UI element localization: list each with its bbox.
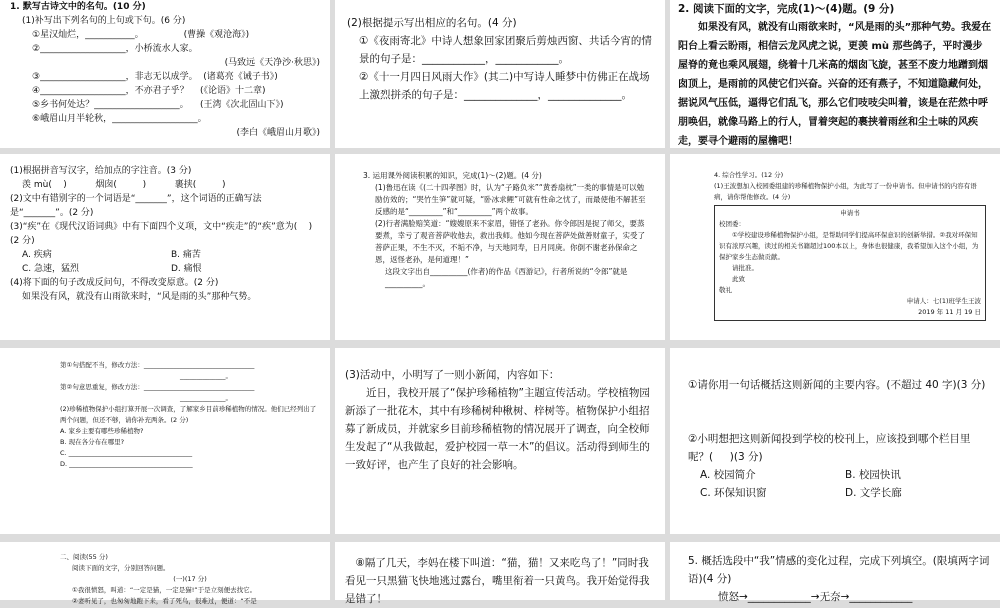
option-b: B. 痛苦 — [171, 250, 201, 260]
section-instruction: 阅读下面的文字，分别回答问题。 — [72, 564, 170, 572]
question-item: (3)“疾”在《现代汉语词典》中有下面四个义项，文中“疾走”的“疾”意为( )(2 分) — [10, 222, 313, 246]
letter-closing: 敬礼 — [719, 286, 732, 294]
survey-question-d: D. ______________________________________ — [60, 460, 193, 468]
question-5: 5. 概括选段中“我”情感的变化过程，完成下列填空。(限填两字词语)(4 分) — [688, 555, 990, 585]
line: ①星汉灿烂，___________。 (曹操《观沧海》) — [32, 30, 250, 40]
answer-line: ______________。 — [180, 394, 232, 402]
panel-emotion-question — [670, 542, 1000, 603]
line: ③___________________，非志无以成学。 (诸葛亮《诫子书》) — [32, 72, 278, 82]
question-item: ②《十一月四日风雨大作》(其二)中写诗人睡梦中仿佛正在战场上激烈拼杀的句子是：______________，______________。 — [359, 71, 650, 101]
survey-question-a: A. 家乡主要有哪些珍稀植物? — [60, 427, 144, 435]
panel-famous-lines — [335, 0, 665, 148]
question-item: 如果没有风，就没有山雨欲来时，“风是雨的头”那种气势。 — [22, 292, 257, 302]
emotion-chain: 愤怒→____________→无奈→____________ — [718, 591, 913, 603]
line: ②___________________，小桥流水人家。 — [32, 44, 198, 54]
question-title: (2)根据提示写出相应的名句。(4 分) — [347, 17, 517, 29]
letter-title: 申请书 — [840, 209, 860, 217]
letter-signer: 申请人：七(1)班学生王波 — [906, 297, 981, 305]
option-d: D. 痛恨 — [171, 264, 202, 274]
survey-question-c: C. ______________________________________ — [60, 449, 193, 457]
options-grid — [10, 248, 320, 276]
options-grid — [688, 466, 990, 502]
line-source: (李白《峨眉山月歌》) — [236, 128, 320, 138]
line: ⑤乡书何处达？___________________。 (王湾《次北固山下》) — [32, 100, 284, 110]
question-item: ①《夜雨寄北》中诗人想象回家团聚后剪烛西窗、共话今宵的情景的句子是：____________，____________。 — [359, 35, 652, 65]
question-item: 羡 mù( ) 烟囱( ) 裹挟( ) — [22, 180, 226, 190]
line: ④___________________，不亦君子乎？ (《论语》十二章) — [32, 86, 266, 96]
letter-closing: 请批准。 — [732, 264, 758, 272]
option-c: C. 急速，猛烈 — [22, 264, 80, 274]
passage-text: ⑧隔了几天，李妈在楼下叫道：“猫，猫！又来吃鸟了！”同时我看见一只黑猫飞快地逃过露台，嘴里衔着一只黄鸟。我开始觉得我是错了！ — [345, 557, 650, 605]
letter-greeting: 校团委： — [719, 220, 745, 228]
question-item: (1)鲁迅在读《(二十四孝图》时，认为“子路负米”“黄香扇枕”一类的事情是可以勉励仿效的；“哭竹生笋”就可疑，“卧冰求鲤”可就有性命之忧了，而最使他不解甚至反感的是“_________”和“_________”两个故事。 — [375, 183, 646, 216]
survey-question-b: B. 现在各分布在哪里? — [60, 438, 125, 446]
question-title: (3)活动中，小明写了一则小新闻，内容如下： — [345, 369, 560, 381]
panel-language-questions — [0, 154, 330, 340]
panel-news-questions — [670, 348, 1000, 534]
panel-reading-passage — [670, 0, 1000, 148]
question-item: (1)王波想加入校园委组建的珍稀植物保护小组，为此写了一份申请书。但申请书的内容有语病，请你帮他修改。(4 分) — [714, 182, 977, 201]
panel-extracurricular-reading — [335, 154, 665, 340]
panel-news-item — [335, 348, 665, 534]
passage-text: 如果没有风，就没有山雨欲来时，“风是雨的头”那种气势。我爱在阳台上看云盼雨，相信云龙风虎之说，更羡 mù 那些鸽子，平时漫步屋脊的竟也乘风展翅，绕着十几米高的烟囱飞旋，甚至不废力地蹭到烟囱顶上，是雨前的风使它们兴奋。兴奋的还有燕子，不知道隐藏何处，据说风气压低，逼得它们乱飞，那么它们吱吱尖叫着，该是在茫然中呼朋唤侣，就像马路上的行人，冒着突起的裹挟着雨丝和尘土味的风疾走，要寻个避雨的屋檐吧！ — [678, 22, 992, 147]
letter-body: ①学校建设珍稀植物保护小组，是帮助同学们提高环保意识的创新举措。②我对环保知识有浓厚兴趣，读过的相关书籍超过100本以上，身体也很健康，我希望加入这个小组，为保护家乡生态做贡献。 — [719, 231, 979, 261]
line: ⑥峨眉山月半轮秋，___________________。 — [32, 114, 207, 124]
question-item: 这段文字出自__________(作者)的作品《西游记》，行者所说的“令郎”就是__________。 — [385, 267, 628, 288]
question-1-sub1: (1)补写出下列名句的上句或下句。(6 分) — [22, 16, 186, 26]
question-item: (2)行者满脸赔笑道：“嫂嫂原来不家眉，错怪了老孙。你令郎因是捉了师父，要蒸要煮，幸亏了观音菩萨收他去，救出我师。他如今现在菩萨处做善财童子，实受了菩萨正果，不生不灭，不垢不净，与天地同寿，日月同庚。你倒不谢老孙保命之恩，返怪老孙，是何道理！” — [375, 219, 645, 264]
subsection-title: (一)(17 分) — [173, 575, 207, 583]
question-1-title: 1. 默写古诗文中的名句。(10 分) — [10, 2, 146, 12]
panel-reading-section — [0, 542, 330, 605]
answer-space — [688, 394, 990, 430]
question-item: (4)将下面的句子改成反问句，不得改变原意。(2 分) — [10, 278, 219, 288]
question-item: (2)珍稀植物保护小组打算开展一次调查，了解家乡目前珍稀植物的情况。他们已经列出了两个问题，但还不够，请你补充两条。(2 分) — [60, 405, 317, 424]
answer-line: 第②句意思重复，修改方法：__________________________________ — [60, 383, 255, 391]
option-a: A. 校园简介 — [700, 469, 756, 481]
option-a: A. 疾病 — [22, 250, 52, 260]
question-item: (2)文中有错别字的一个词语是“_______”，这个词语的正确写法是“_______”。(2 分) — [10, 194, 262, 218]
line-source: (马致远《天净沙·秋思》) — [224, 58, 320, 68]
passage-line: ②妻听见了，也匆匆地跑下来，看了死鸟，很难过，便道：“不是 — [72, 597, 257, 605]
letter-date: 2019 年 11 月 19 日 — [918, 308, 981, 316]
panel-reading-continued — [335, 542, 665, 605]
answer-line: 第①句搭配不当，修改方法：__________________________________ — [60, 361, 255, 369]
news-text: 近日，我校开展了“保护珍稀植物”主题宣传活动。学校植物园新添了一批花木，其中有珍稀树种楸树、梓树等。植物保护小组招募了新成员，并就家乡目前珍稀植物的情况展开了调查，向全校师生发起了“从我做起，爱护校园一草一木”的倡议。活动得到师生的一致好评，也产生了良好的社会影响。 — [345, 387, 650, 471]
question-2-title: 2. 阅读下面的文字，完成(1)～(4)题。(9 分) — [678, 3, 895, 15]
option-b: B. 校园快讯 — [845, 469, 901, 481]
question-4-title: 4. 综合性学习。(12 分) — [714, 171, 784, 179]
question-3-title: 3. 运用课外阅读积累的知识，完成(1)～(2)题。(4 分) — [363, 171, 542, 180]
answer-line: ______________。 — [180, 372, 232, 380]
option-c: C. 环保知识窗 — [700, 487, 767, 499]
panel-poetry-recitation — [0, 0, 330, 148]
question-item: ②小明想把这则新闻投到学校的校刊上，应该投到哪个栏目里呢？( )(3 分) — [688, 433, 971, 463]
question-item: ①请你用一句话概括这则新闻的主要内容。(不超过 40 字)(3 分) — [688, 379, 986, 391]
option-d: D. 文学长廊 — [845, 487, 902, 499]
question-item: (1)根据拼音写汉字，给加点的字注音。(3 分) — [10, 166, 192, 176]
panel-revision-survey — [0, 348, 330, 534]
section-title: 二、阅读(55 分) — [60, 553, 108, 561]
panel-comprehensive-study — [670, 154, 1000, 340]
letter-closing: 此致 — [732, 275, 745, 283]
application-letter — [714, 205, 986, 321]
passage-line: ①我很愤怒，叫道：“一定是猫，一定是猫!”于是立刻便去找它。 — [72, 586, 257, 594]
